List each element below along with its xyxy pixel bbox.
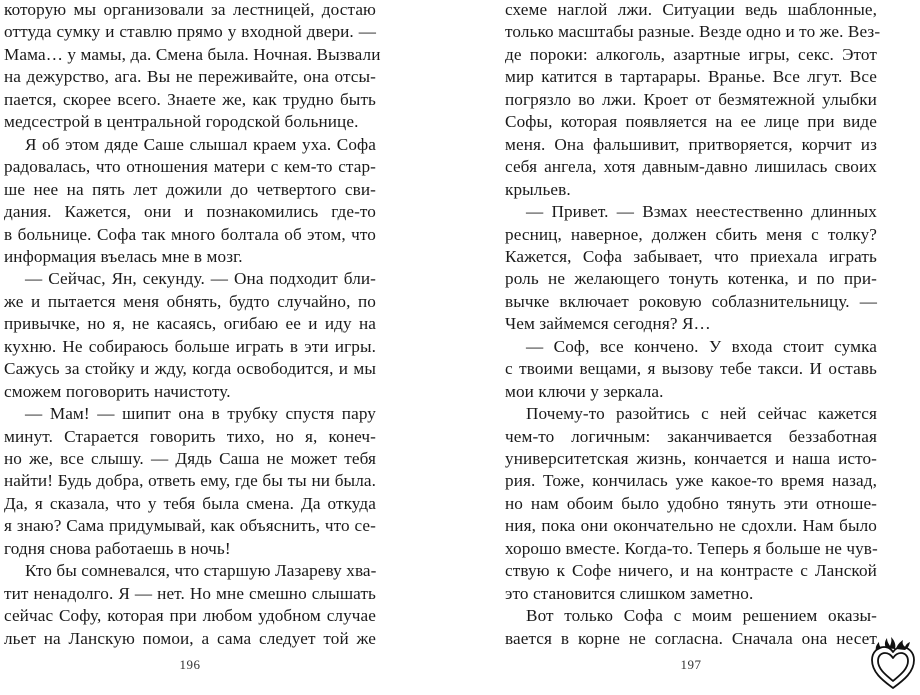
text-line: — Сейчас, Ян, секунду. — Она подходит бли- [25,269,376,289]
text-line: Чем займемся сегодня? Я… [505,314,711,334]
text-line: схеме наглой лжи. Ситуации ведь шаблонные, [505,0,877,19]
text-line: — Соф, все кончено. У входа стоит сумка [526,336,877,356]
text-line: — Привет. — Взмах неестественно длинных [526,202,877,222]
text-line: но нам обоим было удобно тянуть эти отноше- [505,493,877,513]
text-line: де пороки: алкоголь, азартные игры, секс. Этот [505,44,877,64]
text-line: крыльев. [505,179,571,199]
text-line: — Мам! — шипит она в трубку спустя пару [25,404,376,424]
text-line: но же, все слышу. — Дядь Саша не может тебя [4,449,376,468]
text-line: Софы, которая появляется на ее лице при виде [505,112,877,132]
text-line: найти! Будь добра, ответь ему, где бы ты ни была. [4,471,376,491]
text-line: которую мы организовали за лестницей, достаю [4,0,376,19]
text-line: университетская жизнь, кончается и наша исто- [505,449,877,468]
text-line: сейчас Софу, которая при любом удобном случае [4,606,376,626]
text-line: сможем поговорить начистоту. [4,381,231,401]
text-line: погрязло во лжи. Кроет от безмятежной улыбки [505,89,877,109]
text-line: медсестрой в центральной городской больнице. [4,112,359,132]
text-line: хорошо вместе. Когда-то. Теперь я больше не чув- [505,538,878,558]
text-line: роль не желающего тонуть котенка, и по при- [505,269,877,289]
text-line: мир катится в тартарары. Вранье. Все лгут. Все [505,67,877,87]
text-line: на дежурство, ага. Вы не переживайте, она отсы- [4,67,376,87]
text-line: годня снова работаешь в ночь! [4,538,231,558]
text-line: Вот только Софа с моим решением оказы- [526,606,877,626]
text-line: вычке включает роковую соблазнительницу. — [505,291,877,311]
flaming-heart-icon [868,636,918,691]
text-line: же и пытается меня обнять, будто случайно, по [4,291,376,311]
text-line: вается в корне не согласна. Сначала она несет [505,628,877,648]
text-line: меня. Она фальшивит, притворяется, корчит из [505,134,877,154]
text-line: только масштабы разные. Везде одно и то же. Вез- [505,22,881,42]
text-line: Кажется, Софа забывает, что приехала играть [505,246,877,266]
text-line: оттуда сумку и ставлю прямо у входной двери. — [4,22,376,42]
text-line: Мама… у мамы, да. Смена была. Ночная. Вызвали [4,44,381,64]
text-line: привычке, но я, не касаясь, огибаю ее и иду на [4,314,376,334]
text-line: информация въелась мне в мозг. [4,246,243,266]
text-line: рия. Тоже, кончилась уже какое-то время назад, [505,471,877,491]
page-number-left: 196 [179,657,201,672]
text-line: ресниц, наверное, должен сбить меня с толку? [505,224,877,244]
text-line: ше нее на пять лет дожили до четвертого сви- [4,179,376,199]
text-line: ствую к Софе ничего, и на контрасте с Ланской [505,561,877,581]
text-line: себя ангела, хотя давным-давно лишилась своих [505,157,877,177]
text-line: Я об этом дяде Саше слышал краем уха. Софа [25,134,376,154]
text-line: Кто бы сомневался, что старшую Лазареву хва- [25,561,377,581]
text-line: кухню. Не собираюсь больше играть в эти игры. [4,336,376,356]
text-line: с твоими вещами, я вызову тебе такси. И оставь [505,359,877,379]
text-line: радовалась, что отношения матери с кем-то стар- [4,157,376,177]
left-page [4,0,381,695]
text-line: я знаю? Сама придумывай, как объяснить, что се- [4,516,376,536]
text-line: чем-то логичным: заканчивается беззаботная [505,426,877,446]
text-line: в больнице. Софа так много болтала об этом, что [4,224,376,244]
text-line: Да, я сказала, что у тебя была смена. Да откуда [4,493,376,513]
text-line: Почему-то разойтись с ней сейчас кажется [526,404,877,424]
text-line: тит ненадолго. Я — нет. Но мне смешно слышать [4,583,376,603]
text-line: льет на Ланскую помои, а сама следует той же [4,628,376,648]
text-line: Сажусь за стойку и жду, когда освободится, и мы [4,359,376,379]
page-number-right: 197 [680,657,702,672]
right-page [505,0,881,695]
text-line: мои ключи у зеркала. [505,381,664,401]
text-line: минут. Старается говорить тихо, но я, конеч- [4,426,376,446]
text-line: дания. Кажется, они и познакомились где-то [4,202,376,222]
text-line: пается, скорее всего. Знаете же, как трудно быть [4,89,376,109]
text-line: это становится слишком заметно. [505,583,754,603]
text-line: ния, пока они окончательно не сдохли. Нам было [505,516,877,536]
